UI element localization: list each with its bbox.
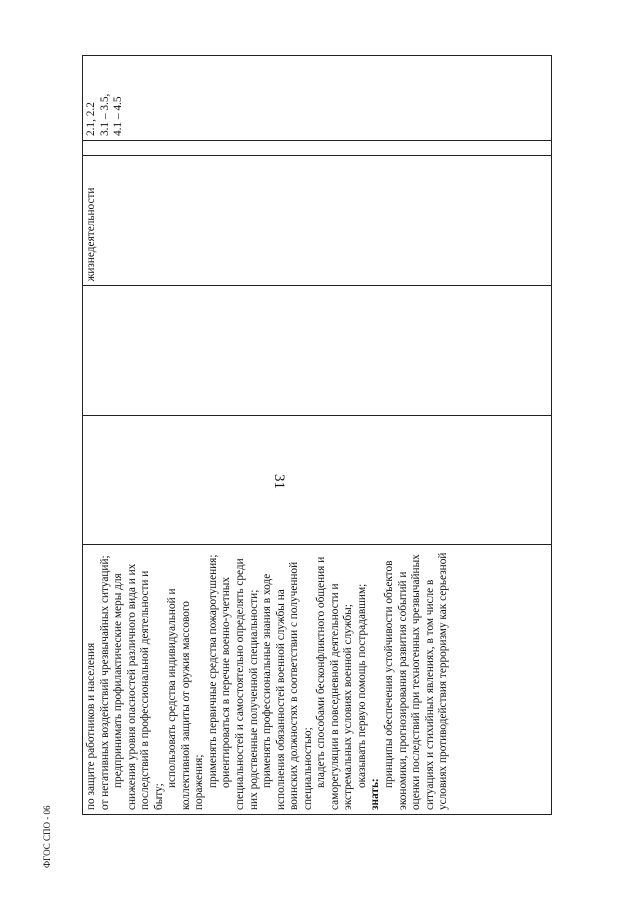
code-line: 3.1 – 3.5, [98,93,111,137]
footer-code: ФГОС СПО - 06 [42,805,52,868]
discipline-cell [83,155,552,286]
competency-line: знать: [369,778,382,810]
competency-codes-cell [83,56,552,141]
competency-line: от негативных воздействий чрезвычайных ситуаций; [98,555,111,810]
competency-line: применять первичные средства пожаротушения; [206,554,219,788]
competency-cell [83,545,552,815]
rotated-table-wrapper [82,55,552,815]
competency-list [85,549,451,810]
competency-line: предпринимать профилактические меры для снижения уровня опасностей различного вида и их последствий в профессиональной деятельности и быту; [112,563,165,810]
competency-line: ориентироваться в перечне военно-учетных специальностей и самостоятельно определять среди них родственные полученной специальности; [220,558,260,810]
hours-cell [83,415,552,544]
competency-line: принципы обеспечения устойчивости объектов экономики, прогнозирования развития событий и оценки последствий при техногенных чрезвычайных ситуациях и стихийных явлениях, в том числе в условиях противодействия терроризму как серьезной [383,552,450,810]
code-line: 4.1 – 4.5 [112,96,125,137]
narrow-cell [83,141,552,156]
competency-line: использовать средства индивидуальной и коллективной защиты от оружия массового поражения; [166,588,206,810]
competency-line: владеть способами бесконфликтного общения и саморегуляции в повседневной деятельности и экстремальных условиях военной службы; [315,556,355,810]
discipline-name: жизнедеятельности [85,187,97,282]
table-row [83,56,552,815]
competency-line: оказывать первую помощь пострадавшим; [355,583,368,788]
competency-line: применять профессиональные знания в ходе исполнения обязанностей военной службы на воинских должностях в соответствии с полученной специальностью; [261,561,314,810]
curriculum-table [82,55,552,815]
competency-line: по защите работников и населения [85,642,97,810]
study-hours-cell [83,286,552,415]
page-number: 31 [271,474,287,489]
code-line: 2.1, 2.2 [85,102,97,137]
